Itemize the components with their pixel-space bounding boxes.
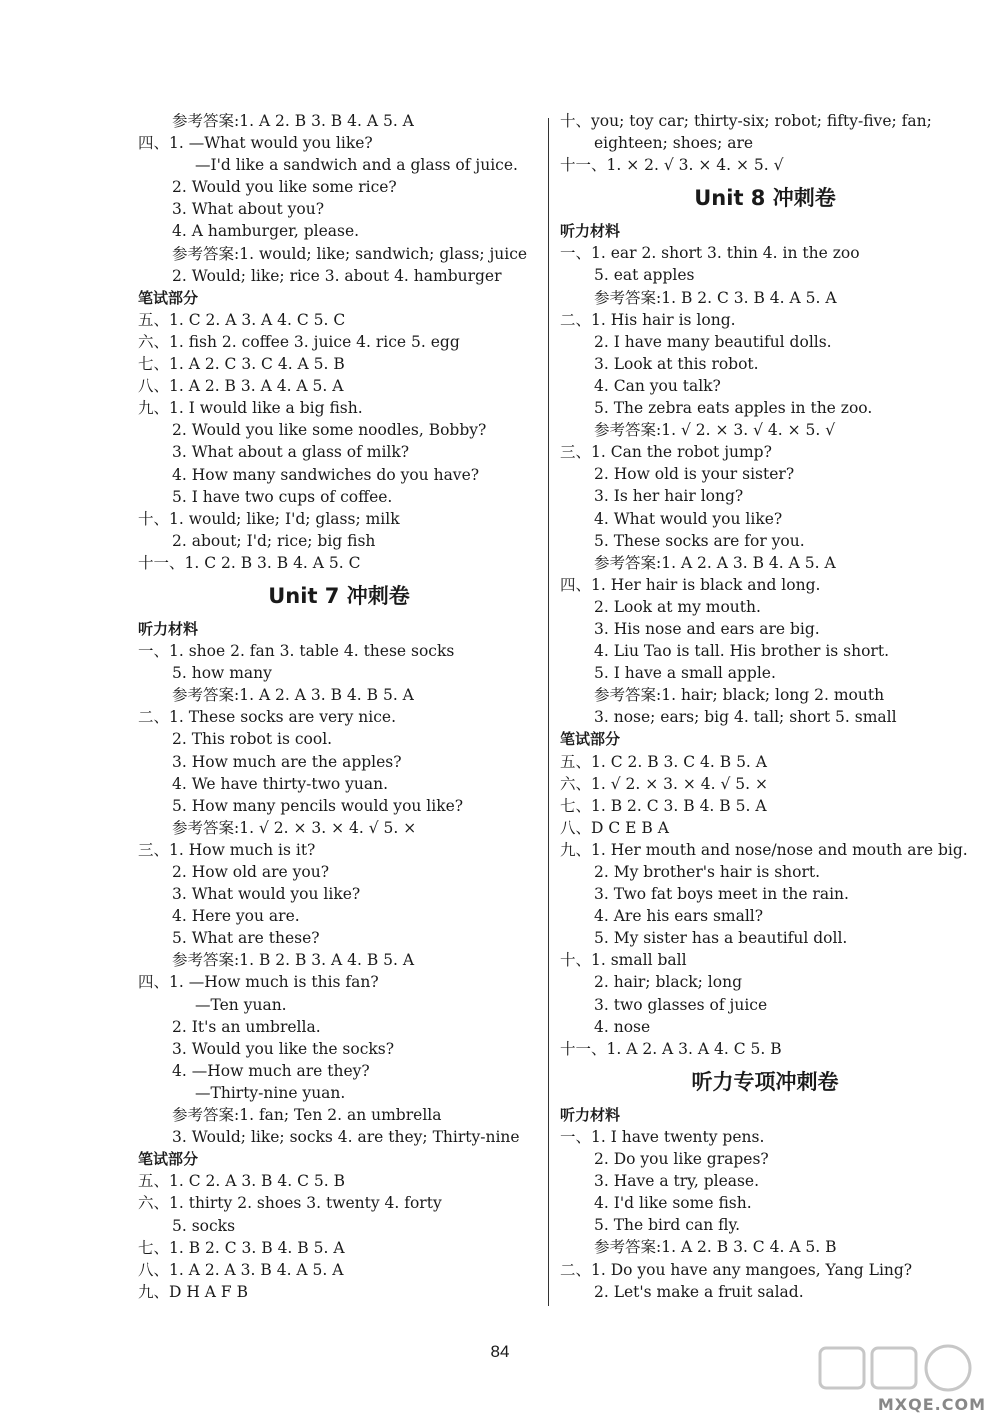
answer-line: 4. What would you like? xyxy=(594,509,783,528)
answer-line: 5. What are these? xyxy=(172,929,320,948)
answer-line: 2. I have many beautiful dolls. xyxy=(594,332,832,351)
answer-line: 3. Would you like the socks? xyxy=(172,1039,395,1058)
answer-line: 八、1. A 2. A 3. B 4. A 5. A xyxy=(138,1260,344,1279)
answer-line: 3. What about you? xyxy=(172,200,325,219)
answer-line: 3. Would; like; socks 4. are they; Thirty-nine xyxy=(172,1128,520,1147)
answer-line: 5. eat apples xyxy=(594,266,695,285)
answer-line: 八、1. A 2. B 3. A 4. A 5. A xyxy=(138,377,344,396)
answer-line: 参考答案:1. A 2. B 3. B 4. A 5. A xyxy=(172,112,414,130)
answer-line: —Ten yuan. xyxy=(195,995,287,1014)
answer-line: 2. Let's make a fruit salad. xyxy=(594,1282,804,1301)
answer-line: 2. It's an umbrella. xyxy=(172,1017,321,1036)
answer-line: 5. How many pencils would you like? xyxy=(172,796,464,815)
answer-line: 参考答案:1. hair; black; long 2. mouth xyxy=(594,686,885,705)
answer-line: 3. What would you like? xyxy=(172,885,361,904)
watermark-text: MXQE.COM xyxy=(877,1395,986,1414)
answer-line: 参考答案:1. √ 2. × 3. × 4. √ 5. × xyxy=(172,818,417,837)
answer-line: 3. His nose and ears are big. xyxy=(594,619,820,638)
answer-line: 5. how many xyxy=(172,664,272,683)
answer-line: 参考答案:1. B 2. B 3. A 4. B 5. A xyxy=(172,951,415,970)
answer-line: 二、1. These socks are very nice. xyxy=(138,708,396,727)
answer-line: 参考答案:1. √ 2. × 3. √ 4. × 5. √ xyxy=(594,421,836,440)
answer-line: 十、1. would; like; I'd; glass; milk xyxy=(138,509,400,528)
answer-line: 参考答案:1. A 2. A 3. B 4. B 5. A xyxy=(172,686,414,705)
answer-line: 5. My sister has a beautiful doll. xyxy=(594,929,848,948)
answer-line: 四、1. Her hair is black and long. xyxy=(560,575,821,594)
answer-line: 参考答案:1. A 2. A 3. B 4. A 5. A xyxy=(594,553,836,572)
answer-line: 四、1. —What would you like? xyxy=(138,134,373,153)
section-heading: 听力材料 xyxy=(560,1105,621,1124)
answer-line: 十一、1. C 2. B 3. B 4. A 5. C xyxy=(138,553,361,572)
answer-line: 十一、1. × 2. √ 3. × 4. × 5. √ xyxy=(560,156,784,175)
answer-line: 六、1. fish 2. coffee 3. juice 4. rice 5. egg xyxy=(138,332,460,351)
answer-line: 四、1. —How much is this fan? xyxy=(138,973,379,992)
section-heading: 听力材料 xyxy=(138,619,199,638)
answer-line: 五、1. C 2. A 3. B 4. C 5. B xyxy=(138,1172,345,1191)
answer-line: 3. Is her hair long? xyxy=(594,487,744,506)
answer-line: 六、1. thirty 2. shoes 3. twenty 4. forty xyxy=(138,1194,442,1213)
answer-line: 2. Would you like some noodles, Bobby? xyxy=(172,421,487,440)
answer-line: 5. The bird can fly. xyxy=(594,1216,741,1235)
answer-line: —I'd like a sandwich and a glass of juice. xyxy=(195,156,518,175)
answer-line: 八、D C E B A xyxy=(560,818,669,837)
answer-line: 一、1. shoe 2. fan 3. table 4. these socks xyxy=(138,642,455,661)
answer-line: 2. about; I'd; rice; big fish xyxy=(172,531,376,550)
answer-line: 4. We have thirty-two yuan. xyxy=(172,774,389,793)
answer-line: 5. These socks are for you. xyxy=(594,531,805,550)
page-number: 84 xyxy=(490,1342,510,1361)
answer-line: 参考答案:1. B 2. C 3. B 4. A 5. A xyxy=(594,288,837,307)
answer-line: 4. —How much are they? xyxy=(172,1061,370,1080)
answer-line: 十一、1. A 2. A 3. A 4. C 5. B xyxy=(560,1039,782,1058)
answer-line: 九、1. I would like a big fish. xyxy=(138,399,363,418)
answer-line: 3. Look at this robot. xyxy=(594,354,759,373)
answer-line: 2. Do you like grapes? xyxy=(594,1150,769,1169)
answer-line: 2. This robot is cool. xyxy=(172,730,333,749)
column-divider xyxy=(548,118,549,1306)
answer-line: 2. How old is your sister? xyxy=(594,465,795,484)
answer-line: 七、1. A 2. C 3. C 4. A 5. B xyxy=(138,355,345,374)
answer-line: 三、1. How much is it? xyxy=(138,840,316,859)
answer-line: 六、1. √ 2. × 3. × 4. √ 5. × xyxy=(560,774,769,793)
answer-line: 十、1. small ball xyxy=(560,951,687,970)
left-column xyxy=(138,110,540,1303)
answer-line: 5. I have two cups of coffee. xyxy=(172,487,393,506)
answer-line: 3. nose; ears; big 4. tall; short 5. small xyxy=(594,708,897,727)
answer-line: 参考答案:1. A 2. B 3. C 4. A 5. B xyxy=(594,1238,837,1257)
answer-line: 参考答案:1. would; like; sandwich; glass; juice xyxy=(172,244,528,263)
answer-line: eighteen; shoes; are xyxy=(594,134,754,153)
section-heading: 笔试部分 xyxy=(560,730,621,749)
right-column xyxy=(560,110,970,1303)
section-heading: 听力材料 xyxy=(560,222,621,241)
section-heading: 笔试部分 xyxy=(138,288,199,307)
section-title: 听力专项冲刺卷 xyxy=(691,1069,839,1094)
answer-line: 4. I'd like some fish. xyxy=(594,1194,752,1213)
answer-line: —Thirty-nine yuan. xyxy=(195,1083,346,1102)
answer-line: 5. The zebra eats apples in the zoo. xyxy=(594,399,873,418)
answer-line: 2. Would you like some rice? xyxy=(172,178,397,197)
answer-line: 二、1. Do you have any mangoes, Yang Ling? xyxy=(560,1260,913,1279)
answer-line: 九、D H A F B xyxy=(138,1282,248,1301)
answer-line: 3. two glasses of juice xyxy=(594,995,768,1014)
answer-line: 4. How many sandwiches do you have? xyxy=(172,465,480,484)
answer-line: 4. Liu Tao is tall. His brother is short. xyxy=(594,642,889,661)
answer-line: 三、1. Can the robot jump? xyxy=(560,443,772,462)
answer-line: 2. Look at my mouth. xyxy=(594,597,761,616)
answer-line: 2. Would; like; rice 3. about 4. hamburger xyxy=(172,266,502,285)
answer-line: 一、1. I have twenty pens. xyxy=(560,1127,765,1146)
answer-line: 3. Two fat boys meet in the rain. xyxy=(594,885,849,904)
answer-line: 十、you; toy car; thirty-six; robot; fifty-five; fan; xyxy=(560,112,932,130)
answer-line: 参考答案:1. fan; Ten 2. an umbrella xyxy=(172,1106,442,1125)
answer-line: 5. I have a small apple. xyxy=(594,664,776,683)
answer-line: 2. How old are you? xyxy=(172,863,330,881)
section-title: Unit 8 冲刺卷 xyxy=(694,186,836,211)
section-heading: 笔试部分 xyxy=(138,1150,199,1169)
answer-line: 2. hair; black; long xyxy=(594,973,742,992)
answer-line: 七、1. B 2. C 3. B 4. B 5. A xyxy=(560,796,767,815)
answer-line: 五、1. C 2. B 3. C 4. B 5. A xyxy=(560,752,767,771)
answer-line: 九、1. Her mouth and nose/nose and mouth are big. xyxy=(560,840,968,859)
answer-line: 4. Can you talk? xyxy=(594,376,721,395)
answer-line: 七、1. B 2. C 3. B 4. B 5. A xyxy=(138,1238,345,1257)
answer-line: 3. How much are the apples? xyxy=(172,752,402,771)
answer-line: 二、1. His hair is long. xyxy=(560,310,736,329)
answer-line: 五、1. C 2. A 3. A 4. C 5. C xyxy=(138,310,346,329)
answer-line: 一、1. ear 2. short 3. thin 4. in the zoo xyxy=(560,244,860,263)
answer-line: 4. A hamburger, please. xyxy=(172,222,360,241)
section-title: Unit 7 冲刺卷 xyxy=(268,583,410,608)
answer-line: 4. Here you are. xyxy=(172,907,300,926)
answer-line: 4. nose xyxy=(594,1017,651,1036)
answer-line: 3. What about a glass of milk? xyxy=(172,443,410,462)
answer-line: 2. My brother's hair is short. xyxy=(594,863,821,881)
answer-line: 4. Are his ears small? xyxy=(594,907,764,926)
answer-line: 5. socks xyxy=(172,1216,236,1235)
answer-line: 3. Have a try, please. xyxy=(594,1172,760,1191)
